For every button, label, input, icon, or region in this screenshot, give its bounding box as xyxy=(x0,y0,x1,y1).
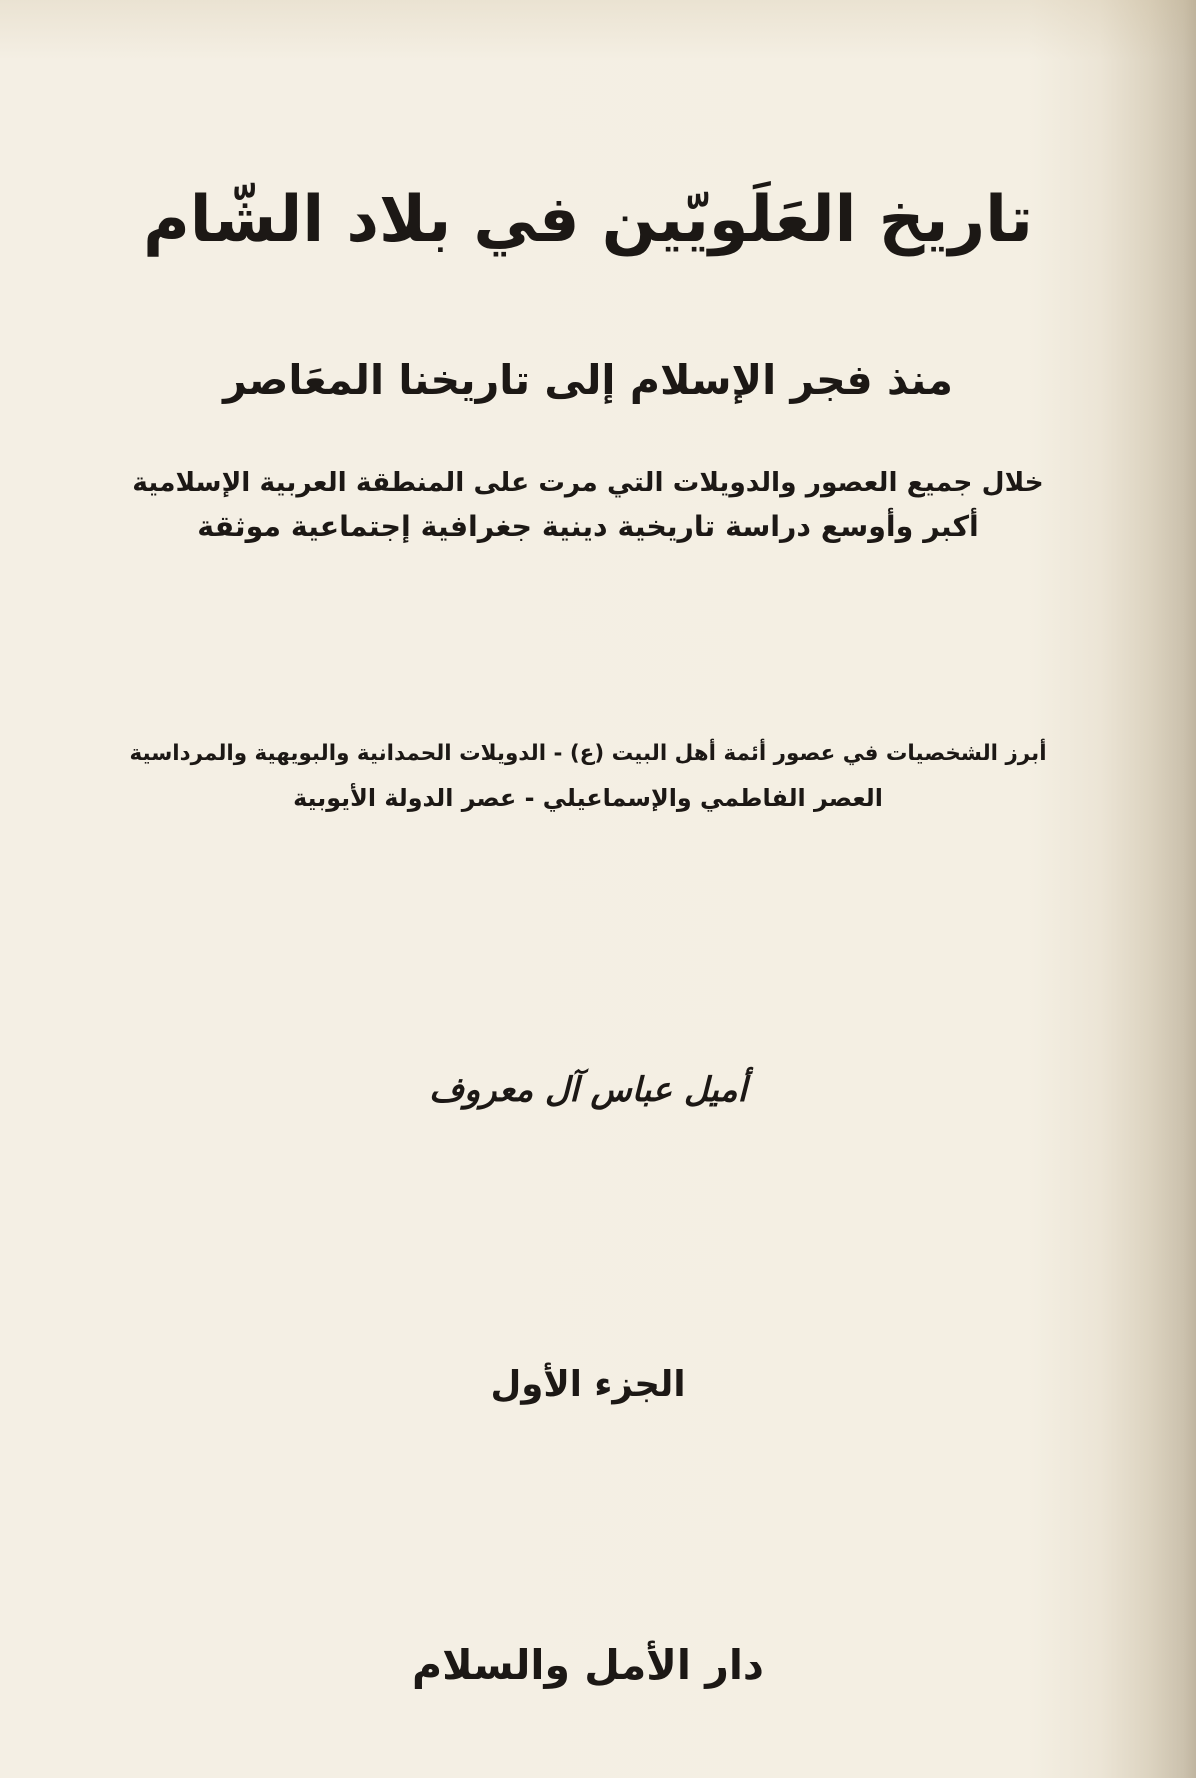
topics-line-1 xyxy=(60,733,1116,775)
publisher-line xyxy=(60,1625,1116,1705)
topics-text-2: العصر الفاطمي والإسماعيلي - عصر الدولة الأيوبية xyxy=(293,784,883,812)
book-title: تاريخ العَلَويّين في بلاد الشّام xyxy=(143,183,1033,257)
author-name: أميل عباس آل معروف xyxy=(429,1070,747,1109)
author-line xyxy=(60,1055,1116,1125)
description-text-1: خلال جميع العصور والدويلات التي مرت على المنطقة العربية الإسلامية xyxy=(132,467,1044,498)
volume-line xyxy=(60,1345,1116,1425)
topics-text-1: أبرز الشخصيات في عصور أئمة أهل البيت (ع) - الدويلات الحمدانية والبويهية والمرداسية xyxy=(129,741,1047,766)
description-line-2 xyxy=(60,504,1116,550)
volume-label: الجزء الأول xyxy=(490,1364,686,1405)
book-title-line xyxy=(60,150,1116,290)
topics-line-2 xyxy=(60,777,1116,819)
book-subtitle: منذ فجر الإسلام إلى تاريخنا المعَاصر xyxy=(223,356,953,404)
description-text-2: أكبر وأوسع دراسة تاريخية دينية جغرافية إجتماعية موثقة xyxy=(197,510,979,543)
publisher-name: دار الأمل والسلام xyxy=(412,1641,764,1689)
book-subtitle-line xyxy=(60,340,1116,420)
description-line-1 xyxy=(60,460,1116,506)
